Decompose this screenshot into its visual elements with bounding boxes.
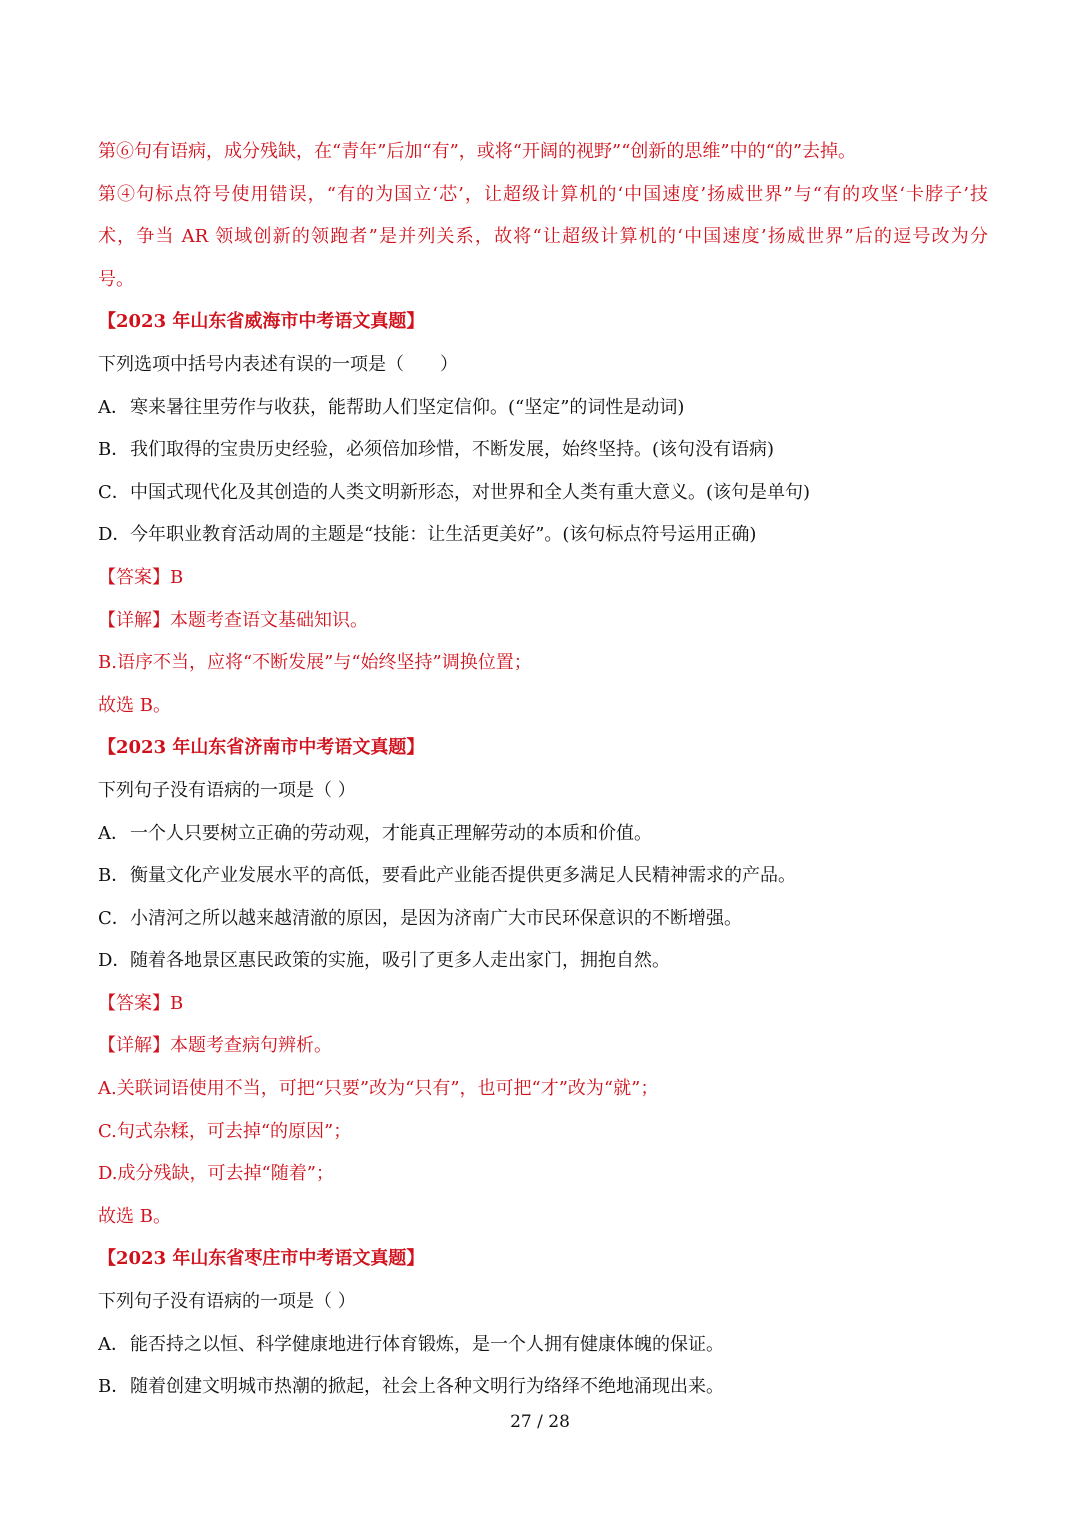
- question-heading: 【2023 年山东省济南市中考语文真题】: [98, 737, 425, 759]
- answer-explanation-line: 第⑥句有语病，成分残缺，在“青年”后加“有”，或将“开阔的视野”“创新的思维”中的“的”去掉。: [98, 141, 857, 162]
- option-text: 我们取得的宝贵历史经验，必须倍加珍惜，不断发展，始终坚持。(该句没有语病): [130, 439, 775, 461]
- option-label: A．: [98, 822, 129, 844]
- option-label: A．: [98, 1333, 129, 1355]
- option-text: 随着各地景区惠民政策的实施，吸引了更多人走出家门，拥抱自然。: [130, 950, 670, 972]
- option-b: [98, 855, 988, 898]
- option-text: 一个人只要树立正确的劳动观，才能真正理解劳动的本质和价值。: [130, 822, 652, 844]
- question-stem: 下列选项中括号内表述有误的一项是（ ）: [98, 353, 458, 375]
- answer-explanation-line: 第④句标点符号使用错误，“有的为国立‘芯’，让超级计算机的‘中国速度’扬威世界”与“有的攻坚‘卡脖子’技: [98, 183, 988, 205]
- option-text: 小清河之所以越来越清澈的原因，是因为济南广大市民环保意识的不断增强。: [130, 907, 742, 929]
- page-content: [98, 131, 988, 1409]
- conclusion-line: 故选 B。: [98, 1205, 171, 1227]
- explanation-line: 【详解】本题考查病句辨析。: [98, 1035, 332, 1057]
- option-text: 能否持之以恒、科学健康地进行体育锻炼，是一个人拥有健康体魄的保证。: [130, 1333, 724, 1355]
- answer-explanation-line: 号。: [98, 268, 134, 290]
- option-label: B．: [98, 1376, 130, 1398]
- option-text: 衡量文化产业发展水平的高低，要看此产业能否提供更多满足人民精神需求的产品。: [130, 865, 796, 887]
- option-a: [98, 813, 988, 856]
- answer-line: 【答案】B: [98, 566, 184, 588]
- explanation-point: C.句式杂糅，可去掉“的原因”；: [98, 1120, 352, 1142]
- question-heading: 【2023 年山东省枣庄市中考语文真题】: [98, 1248, 425, 1270]
- question-stem: 下列句子没有语病的一项是（ ）: [98, 779, 356, 801]
- option-c: [98, 898, 988, 941]
- conclusion-line: 故选 B。: [98, 694, 171, 716]
- option-label: A．: [98, 396, 129, 418]
- option-label: C．: [98, 907, 130, 929]
- option-text: 今年职业教育活动周的主题是“技能：让生活更美好”。(该句标点符号运用正确): [130, 524, 757, 546]
- explanation-point: D.成分残缺，可去掉“随着”；: [98, 1163, 334, 1185]
- option-text: 寒来暑往里劳作与收获，能帮助人们坚定信仰。(“坚定”的词性是动词): [130, 396, 685, 418]
- option-d: [98, 514, 988, 557]
- option-d: [98, 940, 988, 983]
- answer-line: 【答案】B: [98, 992, 184, 1014]
- answer-explanation-line: 术，争当 AR 领域创新的领跑者”是并列关系，故将“让超级计算机的‘中国速度’扬威世界”后的逗号改为分: [98, 226, 988, 248]
- explanation-line: 【详解】本题考查语文基础知识。: [98, 609, 368, 631]
- option-text: 随着创建文明城市热潮的掀起，社会上各种文明行为络绎不绝地涌现出来。: [130, 1376, 724, 1398]
- option-c: [98, 472, 988, 515]
- option-label: C．: [98, 481, 130, 503]
- option-text: 中国式现代化及其创造的人类文明新形态，对世界和全人类有重大意义。(该句是单句): [130, 481, 811, 503]
- page-number: 27 / 28: [510, 1412, 570, 1432]
- option-a: [98, 1324, 988, 1367]
- question-stem: 下列句子没有语病的一项是（ ）: [98, 1291, 356, 1313]
- explanation-point: A.关联词语使用不当，可把“只要”改为“只有”，也可把“才”改为“就”；: [98, 1078, 659, 1100]
- option-label: D．: [98, 950, 131, 972]
- option-a: [98, 387, 988, 430]
- option-label: B．: [98, 439, 130, 461]
- question-heading: 【2023 年山东省威海市中考语文真题】: [98, 311, 425, 333]
- option-label: B．: [98, 865, 130, 887]
- explanation-point: B.语序不当，应将“不断发展”与“始终坚持”调换位置；: [98, 652, 532, 674]
- option-b: [98, 429, 988, 472]
- option-b: [98, 1366, 988, 1409]
- option-label: D．: [98, 524, 131, 546]
